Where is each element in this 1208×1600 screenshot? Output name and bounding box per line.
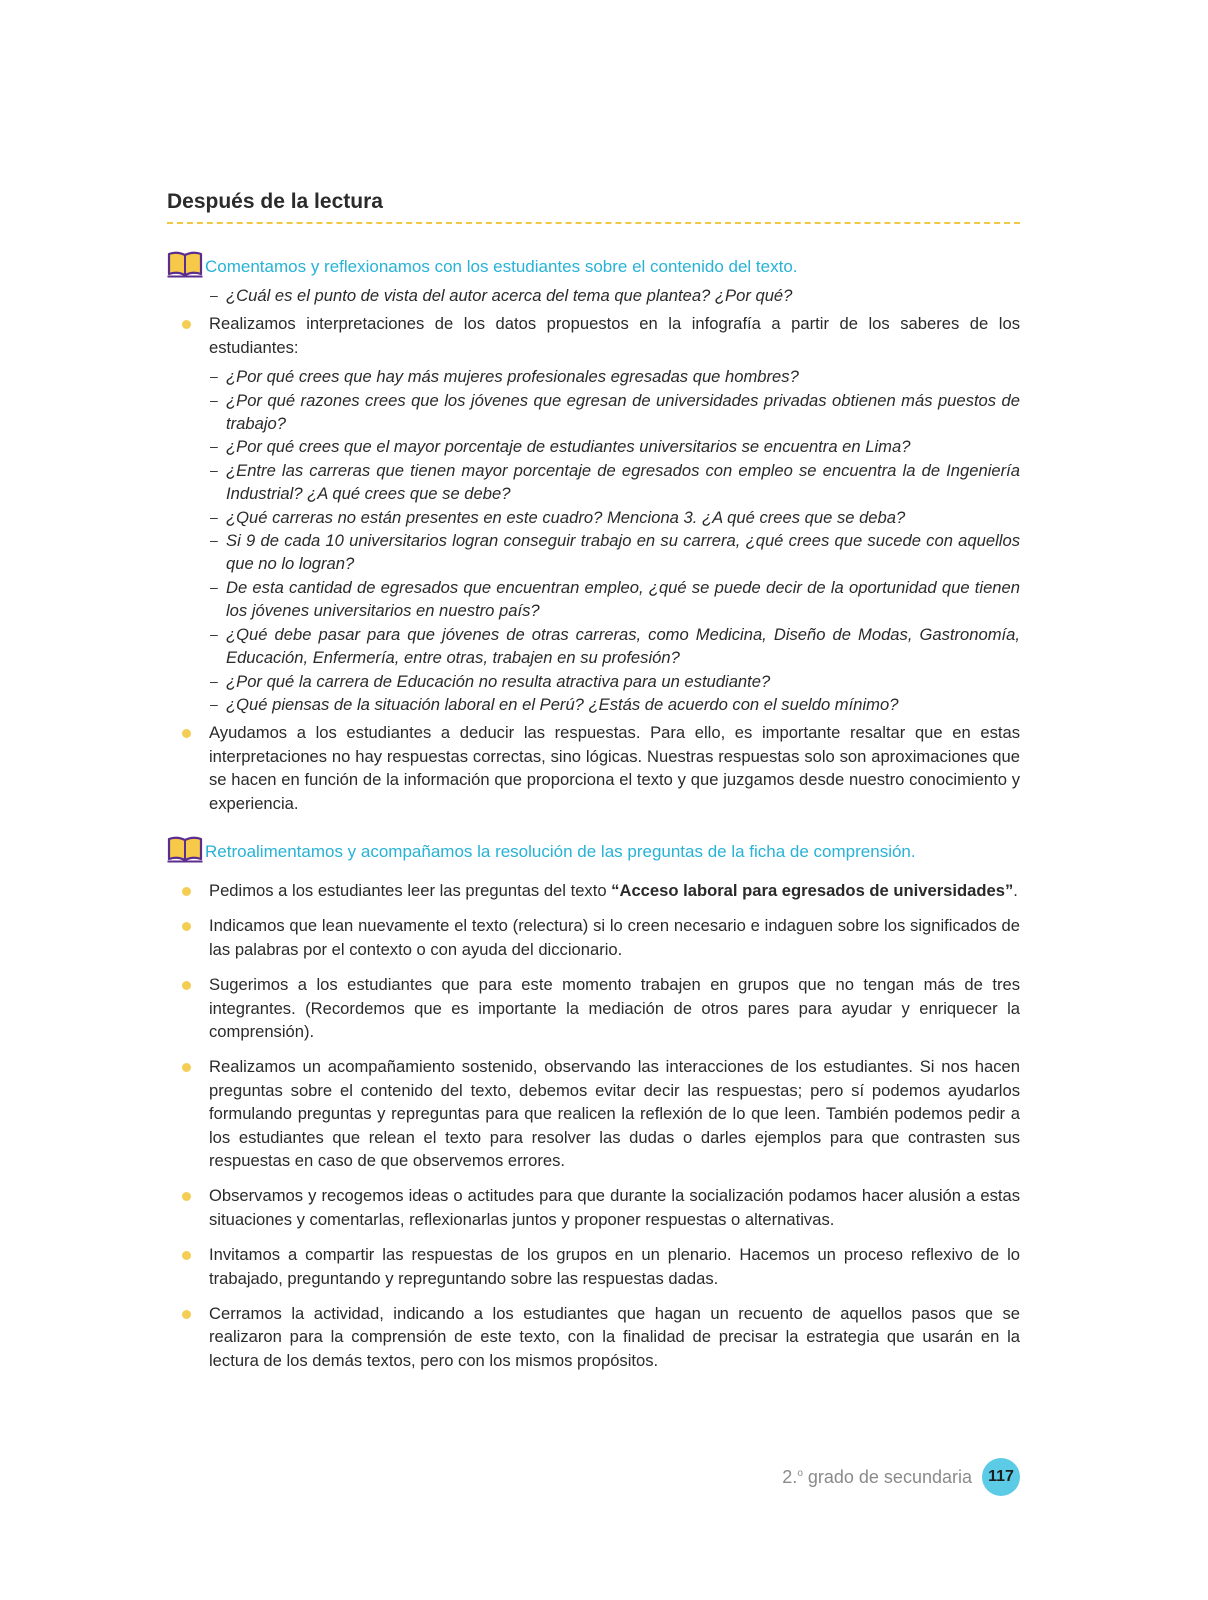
bullet-text: Observamos y recogemos ideas o actitudes para que durante la socialización podamos hacer alusión a estas situaciones y comentarlas, reflexionarlas juntos y proponer respuestas o alternativas. xyxy=(209,1186,1020,1229)
page-number: 117 xyxy=(982,1458,1020,1496)
dashed-divider xyxy=(167,222,1020,224)
bullet-text-part: Pedimos a los estudiantes leer las preguntas del texto xyxy=(209,880,612,900)
list-item: – ¿Entre las carreras que tienen mayor porcentaje de egresados con empleo se encuentra la de Ingeniería Industrial? ¿A qué crees que se debe? xyxy=(167,459,1020,506)
text-title-bold: “Acceso laboral para egresados de universidades” xyxy=(611,880,1014,900)
bullet-item xyxy=(167,1055,1020,1172)
bullet-deduce xyxy=(167,721,1020,815)
bullet-dot xyxy=(182,887,191,896)
list-item: – ¿Por qué crees que el mayor porcentaje de estudiantes universitarios se encuentra en Lima? xyxy=(167,435,1020,458)
bullet-item xyxy=(167,914,1020,961)
bullet-text: Invitamos a compartir las respuestas de los grupos en un plenario. Hacemos un proceso reflexivo de lo trabajado, preguntando y repreguntando sobre las respuestas dadas. xyxy=(209,1245,1020,1288)
bullet-dot xyxy=(182,1063,191,1072)
subheading-feedback xyxy=(167,835,1020,863)
bullet-dot xyxy=(182,981,191,990)
bullet-interpretation xyxy=(167,312,1020,359)
bullet-text: Realizamos un acompañamiento sostenido, observando las interacciones de los estudiantes. Si nos hacen preguntas sobre el contenido del texto, debemos evitar decir las respuestas; pero sí podemos ayudarlos formulando preguntas y repreguntas para que realicen la reflexión de lo que leen. También podemos pedir a los estudiantes que relean el texto para resolver las dudas o darles ejemplos para que contrasten sus respuestas en caso de que observemos errores. xyxy=(209,1057,1020,1170)
bullet-item xyxy=(167,973,1020,1043)
bullet-item xyxy=(167,1243,1020,1290)
bullet-item xyxy=(167,1302,1020,1372)
bullet-text: Cerramos la actividad, indicando a los estudiantes que hagan un recuento de aquellos pasos que se realizaron para la comprensión de este texto, con la finalidad de precisar la estrategia que usarán en la lectura de los demás textos, pero con los mismos propósitos. xyxy=(209,1304,1020,1370)
list-item: – ¿Qué debe pasar para que jóvenes de otras carreras, como Medicina, Diseño de Modas, Gastronomía, Educación, Enfermería, entre otras, trabajen en su profesión? xyxy=(167,623,1020,670)
subheading-text: Retroalimentamos y acompañamos la resolución de las preguntas de la ficha de comprensión. xyxy=(205,841,916,861)
page-footer xyxy=(782,1458,1020,1496)
bullet-text-part: . xyxy=(1013,880,1018,900)
bullet-dot xyxy=(182,1251,191,1260)
list-item: – ¿Por qué crees que hay más mujeres profesionales egresadas que hombres? xyxy=(167,365,1020,388)
grade-number: 2. xyxy=(782,1466,798,1487)
list-item: – Si 9 de cada 10 universitarios logran conseguir trabajo en su carrera, ¿qué crees que sucede con aquellos que no lo logran? xyxy=(167,529,1020,576)
list-item: – ¿Qué piensas de la situación laboral en el Perú? ¿Estás de acuerdo con el sueldo mínimo? xyxy=(167,693,1020,716)
grade-label xyxy=(782,1467,972,1488)
list-item: – ¿Cuál es el punto de vista del autor acerca del tema que plantea? ¿Por qué? xyxy=(167,284,1020,307)
list-item: – ¿Por qué razones crees que los jóvenes que egresan de universidades privadas obtienen más puestos de trabajo? xyxy=(167,389,1020,436)
grade-text: grado de secundaria xyxy=(802,1466,972,1487)
bullet-dot xyxy=(182,1192,191,1201)
bullet-dot xyxy=(182,1310,191,1319)
bullet-text xyxy=(209,879,1020,902)
list-item: – De esta cantidad de egresados que encuentran empleo, ¿qué se puede decir de la oportunidad que tienen los jóvenes universitarios en nuestro país? xyxy=(167,576,1020,623)
bullet-text: Sugerimos a los estudiantes que para este momento trabajen en grupos que no tengan más de tres integrantes. (Recordemos que es importante la mediación de otros pares para ayudar y enriquecer la comprensión). xyxy=(209,975,1020,1041)
bullet-text: Ayudamos a los estudiantes a deducir las respuestas. Para ello, es importante resaltar que en estas interpretaciones no hay respuestas correctas, sino lógicas. Nuestras respuestas solo son aproximaciones que se hacen en función de la información que proporciona el texto y que juzgamos desde nuestro conocimiento y experiencia. xyxy=(209,723,1020,813)
bullet-item xyxy=(167,1184,1020,1231)
open-book-icon xyxy=(167,835,203,863)
list-item: – ¿Qué carreras no están presentes en este cuadro? Menciona 3. ¿A qué crees que se deba? xyxy=(167,506,1020,529)
grade-ordinal: o xyxy=(797,1467,803,1479)
subheading-text: Comentamos y reflexionamos con los estudiantes sobre el contenido del texto. xyxy=(205,257,798,276)
page-content xyxy=(167,188,1020,1372)
bullet-text: Realizamos interpretaciones de los datos propuestos en la infografía a partir de los saberes de los estudiantes: xyxy=(209,314,1020,357)
open-book-icon xyxy=(167,250,203,278)
bullet-dot xyxy=(182,320,191,329)
question-list xyxy=(167,365,1020,716)
bullet-text: Indicamos que lean nuevamente el texto (relectura) si lo creen necesario e indaguen sobre los significados de las palabras por el contexto o con ayuda del diccionario. xyxy=(209,916,1020,959)
bullet-read-questions xyxy=(167,879,1020,902)
section-title: Después de la lectura xyxy=(167,190,383,213)
list-item: – ¿Por qué la carrera de Educación no resulta atractiva para un estudiante? xyxy=(167,670,1020,693)
first-question-list xyxy=(167,284,1020,307)
bullet-dot xyxy=(182,729,191,738)
subheading-comment xyxy=(167,250,1020,278)
bullet-dot xyxy=(182,922,191,931)
